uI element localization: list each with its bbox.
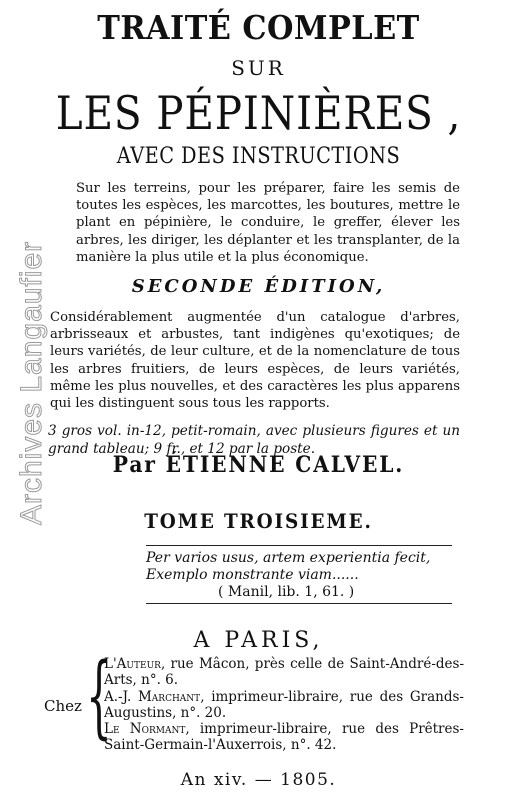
seller-entry	[104, 721, 464, 754]
title-line-4: AVEC DES INSTRUCTIONS	[116, 144, 401, 169]
archive-watermark: Archives Langaufier	[15, 240, 48, 525]
format-price-line: 3 gros vol. in-12, petit-romain, avec plusieurs figures et un grand tableau; 9 fr., et 12 par la poste.	[48, 423, 460, 457]
seller-address: , imprimeur-libraire, rue des Prêtres-Saint-Germain-l'Auxerrois, n°. 42.	[104, 721, 464, 754]
seller-name: L'Auteur	[104, 656, 161, 672]
edition-heading: SECONDE ÉDITION,	[131, 276, 386, 297]
title-line-3: LES PÉPINIÈRES ,	[55, 86, 462, 140]
description-paragraph: Sur les terreins, pour les préparer, faire les semis de toutes les espèces, les marcottes, les boutures, mettre le plant en pépinière, le conduire, le greffer, élever les arbres, les diriger, les déplanter et les transplanter, de la manière la plus utile et la plus économique.	[76, 181, 460, 265]
seller-entry	[104, 689, 464, 722]
motto-top-rule	[146, 545, 452, 546]
augmentation-paragraph: Considérablement augmentée d'un catalogue d'arbres, arbrisseaux et arbustes, tant indigènes qu'exotiques; de leurs variétés, de leur culture, et de la nomenclature de tous les arbres fruitiers, de leurs espèces, de leurs variétés, même les plus nouvelles, et des caractères les plus apparens qui les distinguent sous tous les rapports.	[50, 310, 460, 412]
publication-date: An xiv. — 1805.	[180, 770, 337, 790]
seller-name: Le Normant	[104, 721, 186, 738]
title-line-2: SUR	[231, 56, 286, 80]
motto-reference: ( Manil, lib. 1, 61. )	[218, 584, 355, 600]
chez-label: Chez	[44, 697, 82, 715]
motto-line-1: Per varios usus, artem experientia fecit,	[146, 550, 431, 566]
author-line: Par ÉTIENNE CALVEL.	[112, 452, 405, 478]
seller-address: , imprimeur-libraire, rue des Grands-Augustins, n°. 20.	[104, 688, 464, 721]
sellers-list	[104, 656, 464, 754]
brace-icon: {	[86, 644, 112, 749]
motto-line-2: Exemplo monstrante viam......	[146, 567, 359, 583]
motto-bottom-rule	[146, 603, 452, 604]
seller-address: , rue Mâcon, près celle de Saint-André-des-Arts, n°. 6.	[104, 656, 464, 689]
title-line-1: TRAITÉ COMPLET	[97, 8, 420, 47]
seller-name: A.-J. Marchant	[104, 688, 201, 705]
motto-block	[146, 550, 456, 601]
seller-entry	[104, 656, 464, 689]
volume-heading: TOME TROISIEME.	[144, 509, 373, 533]
publication-place: A PARIS,	[193, 628, 324, 653]
